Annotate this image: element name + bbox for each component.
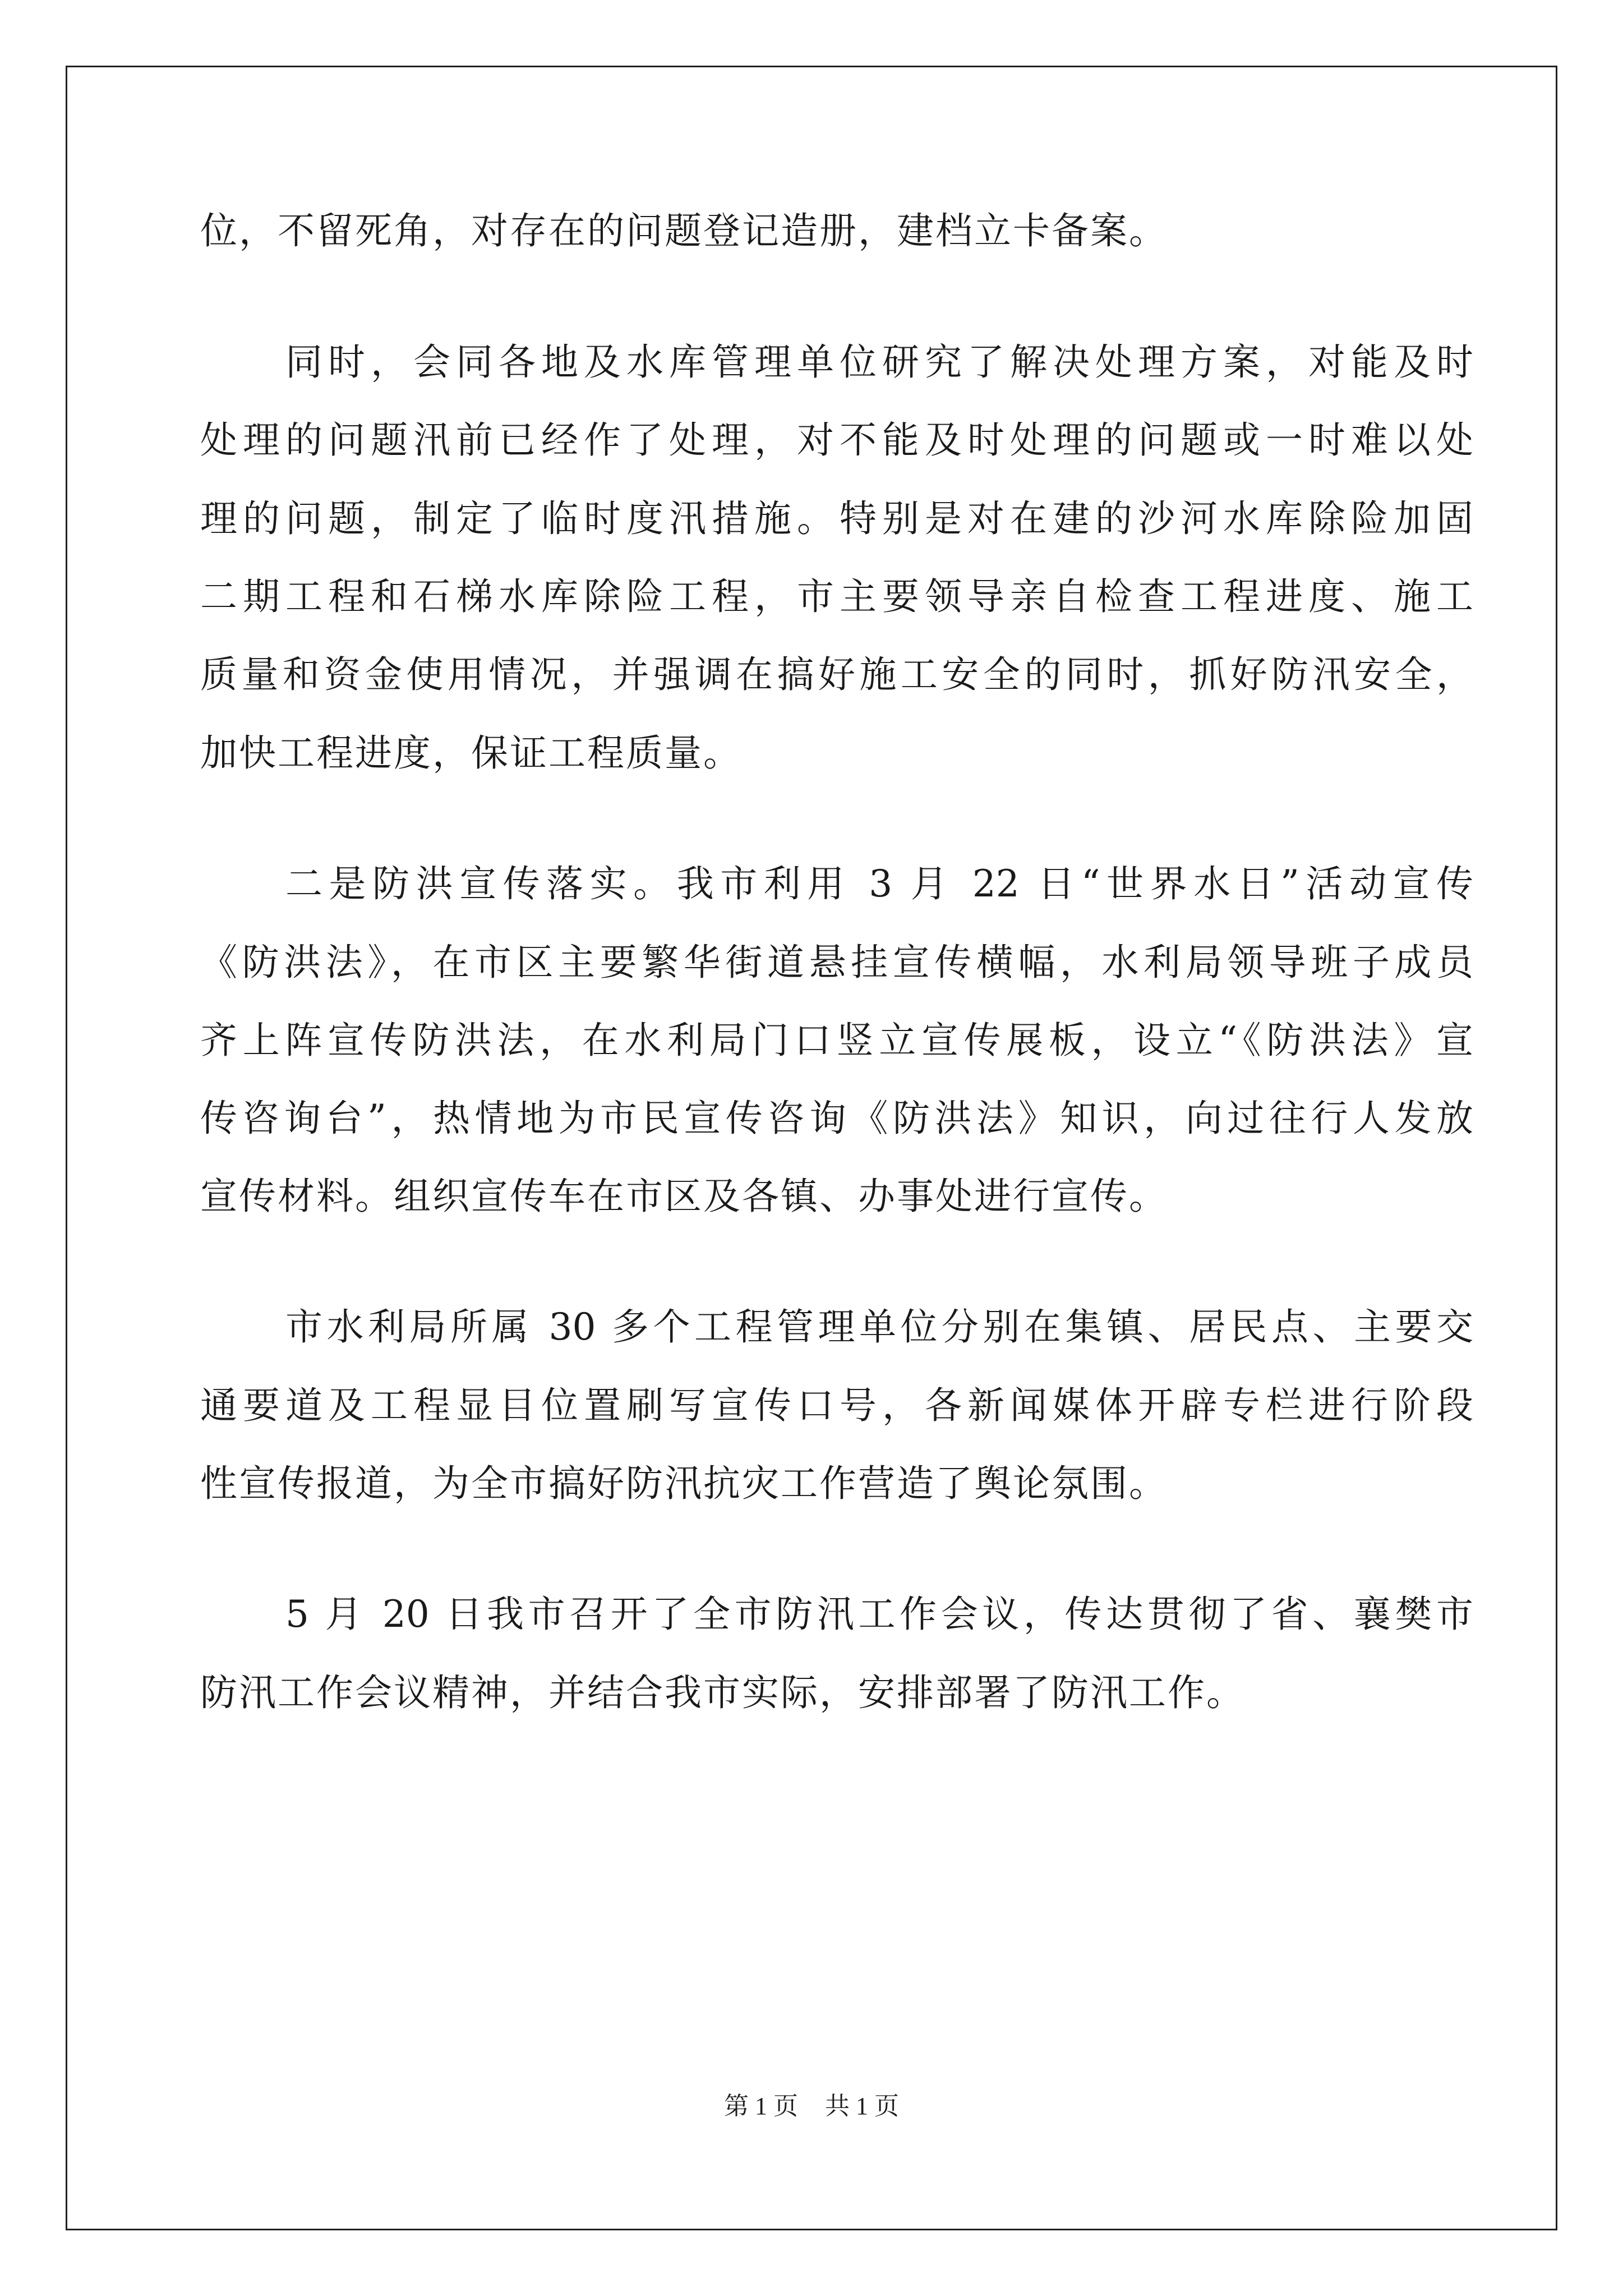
text-line: 二是防洪宣传落实。我市利用 3 月 22 日“世界水日”活动宣传	[285, 862, 1473, 905]
text-line: 市水利局所属 30 多个工程管理单位分别在集镇、居民点、主要交	[285, 1305, 1473, 1349]
text-line: 齐上阵宣传防洪法，在水利局门口竖立宣传展板，设立“《防洪法》宣	[200, 1019, 1473, 1062]
page-footer	[0, 2090, 1623, 2123]
page-number: 第 1 页	[724, 2092, 798, 2120]
text-line: 宣传材料。组织宣传车在市区及各镇、办事处进行宣传。	[200, 1175, 1168, 1218]
page-total: 共 1 页	[825, 2092, 899, 2120]
text-line: 同时，会同各地及水库管理单位研究了解决处理方案，对能及时	[285, 341, 1473, 384]
text-line: 通要道及工程显目位置刷写宣传口号，各新闻媒体开辟专栏进行阶段	[200, 1384, 1473, 1427]
text-line: 加快工程进度，保证工程质量。	[200, 731, 742, 775]
text-line: 传咨询台”，热情地为市民宣传咨询《防洪法》知识，向过往行人发放	[200, 1097, 1473, 1140]
text-line: 5 月 20 日我市召开了全市防汛工作会议，传达贯彻了省、襄樊市	[285, 1593, 1473, 1636]
text-line: 《防洪法》，在市区主要繁华街道悬挂宣传横幅，水利局领导班子成员	[200, 941, 1473, 984]
text-line: 位，不留死角，对存在的问题登记造册，建档立卡备案。	[200, 209, 1168, 252]
text-line: 防汛工作会议精神，并结合我市实际，安排部署了防汛工作。	[200, 1671, 1245, 1714]
text-line: 二期工程和石梯水库除险工程，市主要领导亲自检查工程进度、施工	[200, 575, 1473, 618]
text-line: 处理的问题汛前已经作了处理，对不能及时处理的问题或一时难以处	[200, 418, 1473, 462]
text-line: 质量和资金使用情况，并强调在搞好施工安全的同时，抓好防汛安全，	[200, 653, 1473, 696]
text-line: 理的问题，制定了临时度汛措施。特别是对在建的沙河水库除险加固	[200, 497, 1473, 540]
text-line: 性宣传报道，为全市搞好防汛抗灾工作营造了舆论氛围。	[200, 1462, 1168, 1505]
